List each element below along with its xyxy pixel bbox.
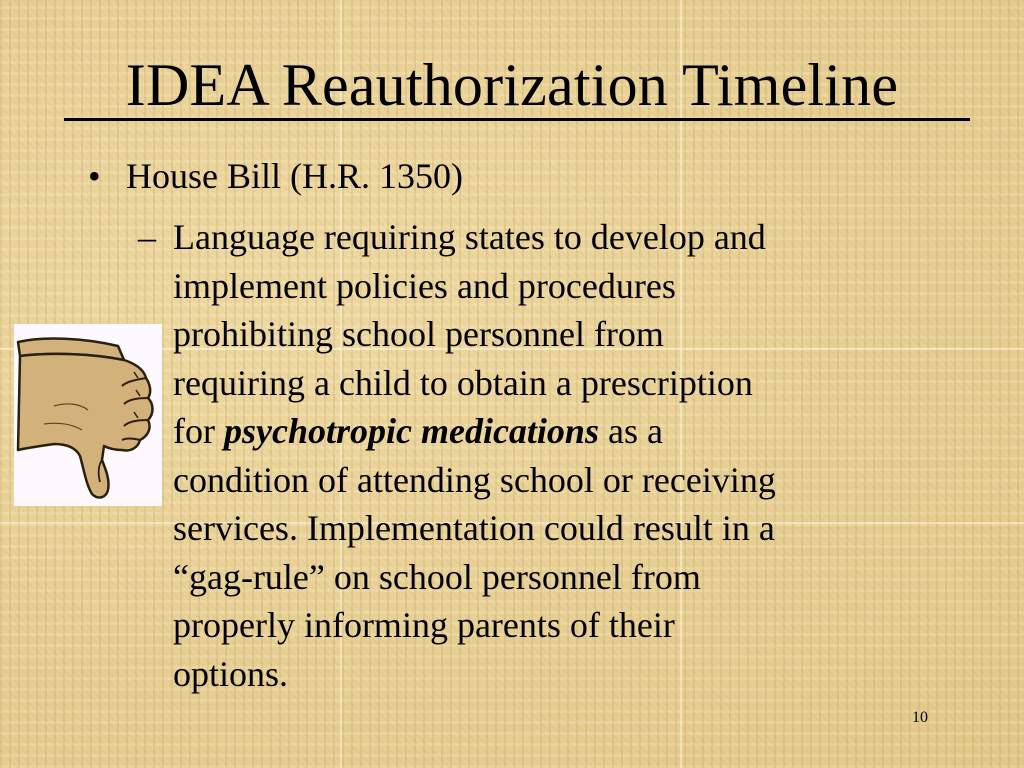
- text-line: services. Implementation could result in a: [173, 508, 775, 548]
- text-line: options.: [173, 653, 289, 694]
- text-line: “gag-rule” on school personnel from: [173, 556, 701, 597]
- text-line: Language requiring states to develop and: [173, 217, 766, 257]
- page-number: 10: [912, 709, 928, 726]
- sub-bullet-dash: –: [138, 217, 156, 257]
- thumbs-down-image: [14, 324, 162, 506]
- bullet-item: [88, 152, 463, 200]
- title-underline: [64, 118, 970, 121]
- sub-bullet-text: [173, 213, 950, 698]
- bullet-symbol: •: [88, 156, 101, 196]
- text-line: condition of attending school or receiving: [173, 459, 776, 500]
- text-fragment: for: [173, 411, 224, 451]
- sub-bullet: [130, 213, 950, 698]
- text-line: prohibiting school personnel from: [173, 314, 664, 354]
- text-line: properly informing parents of their: [173, 605, 675, 645]
- text-line: [173, 407, 950, 456]
- slide-title: IDEA Reauthorization Timeline: [125, 52, 899, 118]
- thumbs-down-icon: [14, 324, 162, 506]
- emphasized-term: psychotropic medications: [223, 411, 599, 451]
- bullet-text: House Bill (H.R. 1350): [126, 156, 463, 196]
- text-line: implement policies and procedures: [173, 265, 676, 306]
- text-fragment: as a: [598, 411, 663, 451]
- text-line: requiring a child to obtain a prescription: [173, 362, 753, 403]
